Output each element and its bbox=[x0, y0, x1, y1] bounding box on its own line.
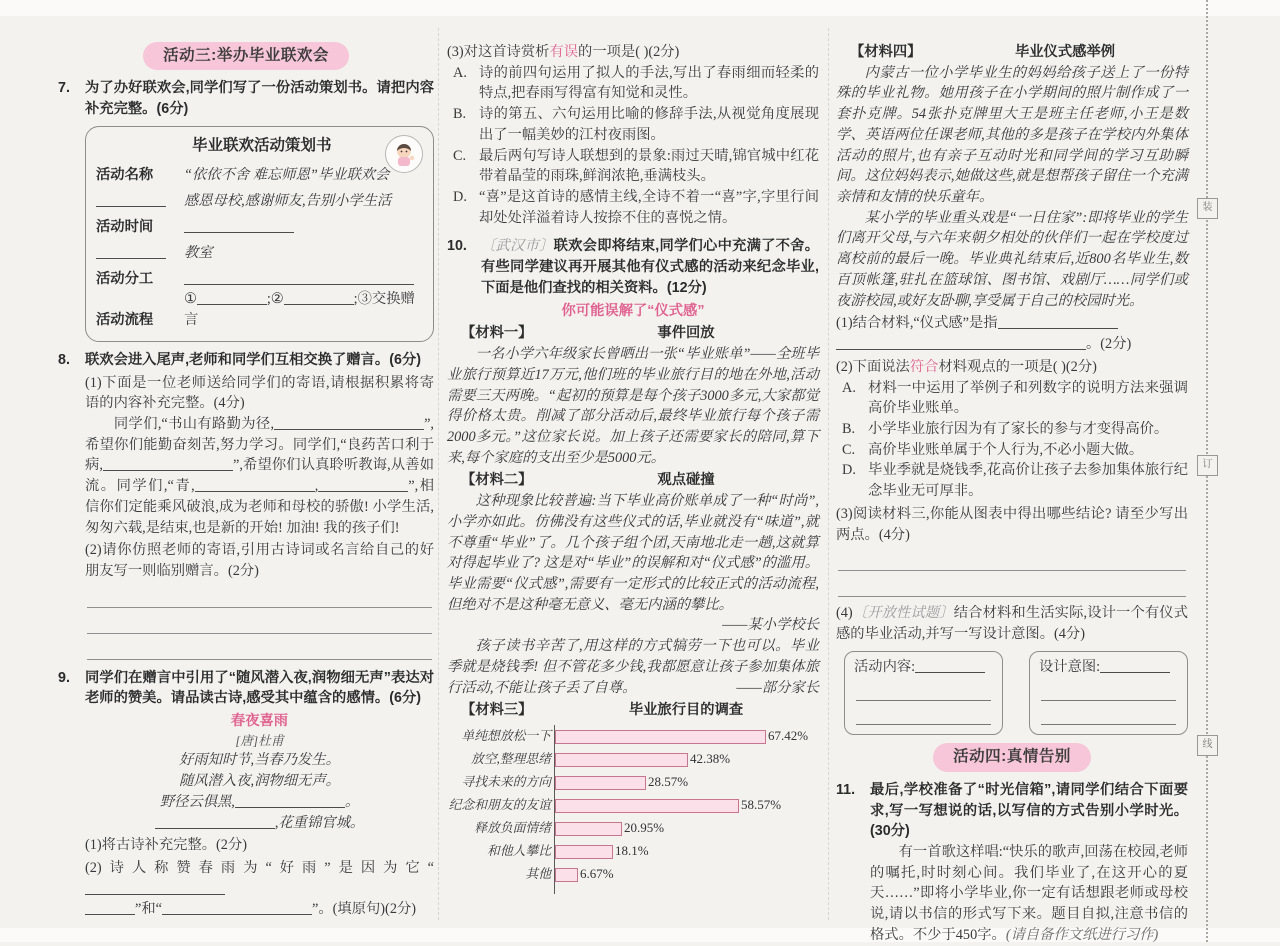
activity3-banner: 活动三:举办毕业联欢会 bbox=[143, 42, 349, 70]
plan-value bbox=[184, 289, 421, 330]
design-intent-box bbox=[1029, 651, 1188, 736]
blank-underline bbox=[235, 794, 345, 808]
bar bbox=[555, 730, 766, 744]
blank-underline bbox=[103, 457, 233, 471]
option-a: A. 诗的前四句运用了拟人的手法,写出了春雨细而轻柔的特点,把春雨写得富有知觉和灵性。 bbox=[453, 64, 819, 102]
material-4-text2: 某小学的毕业重头戏是“一日住家”:即将毕业的学生们离开父母,与六年来朝夕相处的伙伴们一起在学校度过离校前的最后一晚。毕业典礼结束后,近800名毕业生,数百顶帐篷,驻扎在篮球馆、图书馆、戏剧厅……同学们或夜游校园,或好友卧聊,享受属于自己的校园时光。 bbox=[836, 209, 1188, 309]
poem-title: 春夜喜雨 bbox=[230, 713, 289, 730]
material-4-text1: 内蒙古一位小学毕业生的妈妈给孩子送上了一份特殊的毕业礼物。她用孩子在小学期间的照片制作成了一套扑克牌。54张扑克牌里大王是班主任老师,小王是数学、英语两位任课老师,其他的多是孩子在学校内外集体活动的照片,也有亲子互动时光和同学间的学习互助瞬间。这位妈妈表示,她做这些,就是想帮孩子留住一个充满亲情和友情的快乐童年。 bbox=[836, 64, 1188, 206]
question-7-stem: 为了办好联欢会,同学们写了一份活动策划书。请把内容补充完整。(6分) bbox=[85, 80, 434, 118]
material-title: 事件回放 bbox=[657, 325, 715, 342]
plan-label: 活动流程 bbox=[96, 312, 154, 329]
material-2-text2: 孩子读书辛苦了,用这样的方式犒劳一下也可以。毕业季就是烧钱季! 但不管花多少钱,我都愿意让孩子参加集体旅行活动,不能让孩子丢了自尊。 ——部分家长 bbox=[447, 636, 819, 698]
box-label: 设计意图: bbox=[1039, 658, 1101, 675]
plan-value-blank bbox=[184, 217, 421, 238]
bar-value: 18.1% bbox=[615, 843, 649, 859]
activity4-banner: 活动四:真情告别 bbox=[933, 743, 1091, 771]
question-9-stem: 同学们在赠言中引用了“随风潜入夜,润物细无声”表达对老师的赞美。请品读古诗,感受其中蕴含的感情。(6分) bbox=[85, 669, 434, 707]
bar bbox=[555, 868, 578, 882]
box-label: 活动内容: bbox=[854, 658, 916, 675]
question-number: 9. bbox=[58, 669, 70, 686]
poem-line: 野径云俱黑, 。 bbox=[159, 793, 360, 810]
flow-step-3: ;③交换赠言 bbox=[184, 291, 415, 329]
question-7 bbox=[58, 78, 434, 119]
poem-line: ,花重锦官城。 bbox=[85, 813, 434, 834]
bar bbox=[555, 845, 613, 859]
material-label: 【材料一】 bbox=[461, 325, 533, 342]
plan-book-title: 毕业联欢活动策划书 bbox=[192, 136, 332, 154]
design-boxes bbox=[844, 651, 1188, 736]
bar bbox=[555, 776, 646, 790]
option-c: C. 最后两句写诗人联想到的景象:雨过天晴,锦官城中红花带着晶莹的雨珠,鲜润浓艳,垂满枝头。 bbox=[453, 147, 819, 185]
question-8-stem: 联欢会进入尾声,老师和同学们互相交换了赠言。(6分) bbox=[85, 351, 421, 368]
answer-line bbox=[87, 634, 432, 660]
chart-row: 和他人攀比 18.1% bbox=[447, 840, 819, 863]
bar-value: 6.67% bbox=[580, 866, 614, 882]
question-11-stem: 最后,学校准备了“时光信箱”,请同学们结合下面要求,写一写想说的话,以写信的方式告别小学时光。(30分) bbox=[870, 781, 1188, 840]
material-title: 观点碰撞 bbox=[657, 472, 715, 489]
blank-underline bbox=[836, 336, 1086, 350]
chart-row: 寻找未来的方向 28.57% bbox=[447, 771, 819, 794]
plan-label-blank bbox=[96, 243, 184, 264]
binding-mark: 订 bbox=[1197, 455, 1218, 476]
blank-underline bbox=[998, 315, 1118, 329]
poem-line: 随风潜入夜,润物细无声。 bbox=[179, 773, 340, 790]
question-10-sub3: (3)阅读材料三,你能从图表中得出哪些结论? 请至少写出两点。(4分) bbox=[836, 505, 1188, 543]
material-2-signature1: ——某小学校长 bbox=[722, 617, 819, 634]
option-c: C. 高价毕业账单属于个人行为,不必小题大做。 bbox=[842, 441, 1144, 458]
column-1 bbox=[58, 42, 434, 920]
plan-value: “依依不舍 难忘师恩”毕业联欢会 bbox=[184, 166, 390, 183]
bar-value: 67.42% bbox=[768, 728, 809, 744]
answer-line bbox=[838, 571, 1186, 597]
blank-underline bbox=[195, 478, 315, 492]
question-9 bbox=[58, 668, 434, 920]
plan-value: 教室 bbox=[184, 244, 213, 261]
plan-row-flow bbox=[96, 289, 421, 330]
answer-line bbox=[87, 608, 432, 634]
question-8-sub1: (1)下面是一位老师送给同学们的寄语,请根据积累将寄语的内容补充完整。(4分) bbox=[85, 374, 434, 412]
blank-underline bbox=[915, 659, 985, 673]
material-label: 【材料二】 bbox=[461, 472, 533, 489]
question-11 bbox=[836, 780, 1188, 946]
answer-line bbox=[856, 701, 991, 725]
material-3-header bbox=[447, 700, 819, 721]
bar-value: 20.95% bbox=[624, 820, 665, 836]
page-top-margin bbox=[0, 0, 1280, 16]
bar-value: 42.38% bbox=[690, 751, 731, 767]
poem-line: 好雨知时节,当春乃发生。 bbox=[179, 752, 340, 769]
question-number: 11. bbox=[836, 781, 856, 798]
bar bbox=[555, 753, 688, 767]
plan-row-name bbox=[96, 159, 421, 185]
plan-value: 感恩母校,感谢师友,告别小学生活 bbox=[184, 192, 392, 209]
column-divider bbox=[438, 28, 439, 920]
source-tag: 〔武汉市〕 bbox=[481, 238, 554, 255]
plan-row-division bbox=[96, 263, 421, 289]
blank-underline bbox=[85, 881, 225, 895]
answer-line bbox=[87, 582, 432, 608]
question-8-passage: 同学们,“书山有路勤为径, ”,希望你们能勤奋刻苦,努力学习。同学们,“良药苦口利于病, ”,希望你们认真聆听教诲,从善如流。同学们,“青, , ”,相信你们定能乘风破浪,成为老师和母校的骄傲! 小学生活,匆匆六载,是结束,也是新的开始! 加油! 我的孩子们! bbox=[85, 415, 435, 536]
answer-line bbox=[1041, 677, 1176, 701]
question-number: 10. bbox=[447, 238, 467, 255]
plan-row-time bbox=[96, 211, 421, 237]
plan-row-location bbox=[96, 237, 421, 263]
material-label: 【材料四】 bbox=[850, 44, 922, 60]
student-avatar-icon bbox=[385, 135, 423, 173]
material-headline: 你可能误解了“仪式感” bbox=[561, 302, 705, 319]
question-number: 8. bbox=[58, 351, 70, 368]
question-8-sub2: (2)请你仿照老师的寄语,引用古诗词或名言给自己的好朋友写一则临别赠言。(2分) bbox=[85, 542, 434, 579]
binding-mark: 线 bbox=[1197, 735, 1218, 756]
material-label: 【材料三】 bbox=[461, 702, 533, 719]
chart-row: 纪念和朋友的友谊 58.57% bbox=[447, 794, 819, 817]
option-a: A. 材料一中运用了举例子和列数字的说明方法来强调高价毕业账单。 bbox=[842, 379, 1188, 417]
question-11-body: 有一首歌这样唱:“快乐的歌声,回荡在校园,老师的嘱托,时时刻心间。我们毕业了,在这开心的夏天……”即将小学毕业,你一定有话想跟老师或母校说,请以书信的形式写下来。题目自拟,注意书信的格式。不少于450字。(请自备作文纸进行习作) bbox=[870, 844, 1188, 943]
question-11-note: (请自备作文纸进行习作) bbox=[1005, 926, 1159, 943]
question-10-sub4: (4)〔开放性试题〕结合材料和生活实际,设计一个有仪式感的毕业活动,并写一写设计意图。(4分) bbox=[836, 605, 1189, 642]
bar-value: 28.57% bbox=[648, 774, 689, 790]
option-b: B. 诗的第五、六句运用比喻的修辞手法,从视觉角度展现出了一幅美妙的江村夜雨图。 bbox=[453, 106, 819, 143]
column-2 bbox=[447, 42, 819, 894]
question-10-sub2: (2)下面说法符合材料观点的一项是( )(2分) bbox=[836, 358, 1097, 375]
bar bbox=[555, 822, 622, 836]
question-8 bbox=[58, 350, 434, 660]
blank-underline bbox=[318, 478, 408, 492]
answer-line bbox=[856, 677, 991, 701]
bar-value: 58.57% bbox=[741, 797, 782, 813]
blank-underline bbox=[274, 416, 424, 430]
chart-axis-tail bbox=[447, 886, 819, 894]
material-4-header bbox=[836, 42, 1188, 63]
plan-label: 活动分工 bbox=[96, 270, 154, 287]
blank-underline bbox=[162, 901, 312, 915]
plan-label: 活动时间 bbox=[96, 218, 154, 235]
question-type-tag: 〔开放性试题〕 bbox=[852, 605, 954, 622]
chart-row: 其他 6.67% bbox=[447, 863, 819, 886]
highlight-match: 符合 bbox=[909, 358, 939, 375]
plan-book-box bbox=[85, 126, 434, 342]
column-3 bbox=[836, 42, 1188, 946]
activity-content-box bbox=[844, 651, 1003, 736]
material-2-signature2: ——部分家长 bbox=[736, 679, 819, 696]
question-10 bbox=[447, 236, 819, 298]
option-d: D. “喜”是这首诗的感情主线,全诗不着一“喜”字,字里行间却处处洋溢着诗人按捺不住的喜悦之情。 bbox=[453, 189, 819, 226]
option-b: B. 小学毕业旅行因为有了家长的参与才变得高价。 bbox=[842, 420, 1169, 437]
blank-underline bbox=[85, 901, 135, 915]
highlight-wrong: 有误 bbox=[549, 44, 579, 60]
blank-underline bbox=[155, 815, 275, 829]
chart-row: 放空,整理思绪 42.38% bbox=[447, 748, 819, 771]
material-1-header bbox=[447, 323, 819, 344]
material-title: 毕业旅行目的调查 bbox=[628, 702, 744, 719]
material-2-text1: 这种现象比较普遍:当下毕业高价账单成了一种“时尚”,小学亦如此。仿佛没有这些仪式的话,毕业就没有“味道”,就不尊重“毕业”了。几个孩子组个团,天南地北走一趟,这就算对得起毕业了? 这是对“毕业”的误解和对“仪式感”的滥用。毕业需要“仪式感”,需要有一定形式的比较正式的活动流程,但绝对不是这种毫无意义、毫无内涵的攀比。 bbox=[447, 493, 819, 613]
answer-line bbox=[838, 545, 1186, 571]
blank-underline bbox=[1100, 659, 1170, 673]
answer-line bbox=[1041, 701, 1176, 725]
question-9-sub3: (3)对这首诗赏析有误的一项是( )(2分) bbox=[447, 44, 680, 60]
material-1-text: 一名小学六年级家长曾晒出一张“毕业账单”——全班毕业旅行预算近17万元,他们班的毕业旅行目的地在外地,活动需要三天两晚。“起初的预算是每个孩子3000多元,大家都觉得价格太贵。削减了部分活动后,最终毕业旅行每个孩子需2000多元。”这位家长说。加上孩子还需要家长的陪同,算下来,每个家庭的支出至少是5000元。 bbox=[447, 346, 819, 466]
survey-bar-chart bbox=[447, 725, 819, 894]
flow-step-2: ;② bbox=[266, 291, 284, 308]
bar bbox=[555, 799, 739, 813]
plan-row-purpose bbox=[96, 185, 421, 211]
question-10-stem: 〔武汉市〕联欢会即将结束,同学们心中充满了不舍。有些同学建议再开展其他有仪式感的活动来纪念毕业,下面是他们查找的相关资料。(12分) bbox=[481, 238, 819, 296]
chart-row: 单纯想放松一下 67.42% bbox=[447, 725, 819, 748]
option-d: D. 毕业季就是烧钱季,花高价让孩子去参加集体旅行纪念毕业无可厚非。 bbox=[842, 462, 1188, 500]
binding-mark: 装 bbox=[1197, 198, 1218, 219]
material-2-header bbox=[447, 470, 819, 491]
poem-author: [唐]杜甫 bbox=[235, 733, 284, 748]
question-10-sub1: (1)结合材料,“仪式感”是指 。(2分) bbox=[836, 315, 1132, 353]
plan-label-blank bbox=[96, 191, 184, 212]
column-divider bbox=[828, 28, 829, 920]
question-9-sub1: (1)将古诗补充完整。(2分) bbox=[85, 837, 248, 854]
material-title: 毕业仪式感举例 bbox=[1014, 44, 1116, 60]
plan-value-blank bbox=[184, 269, 421, 290]
question-9-sub2: (2)诗人称赞春雨为“好雨”是因为它“ ”和“ ”。(填原句)(2分) bbox=[85, 860, 434, 918]
question-number: 7. bbox=[58, 80, 70, 97]
plan-label: 活动名称 bbox=[96, 166, 154, 183]
chart-row: 释放负面情绪 20.95% bbox=[447, 817, 819, 840]
flow-step-1: ① bbox=[184, 291, 197, 308]
